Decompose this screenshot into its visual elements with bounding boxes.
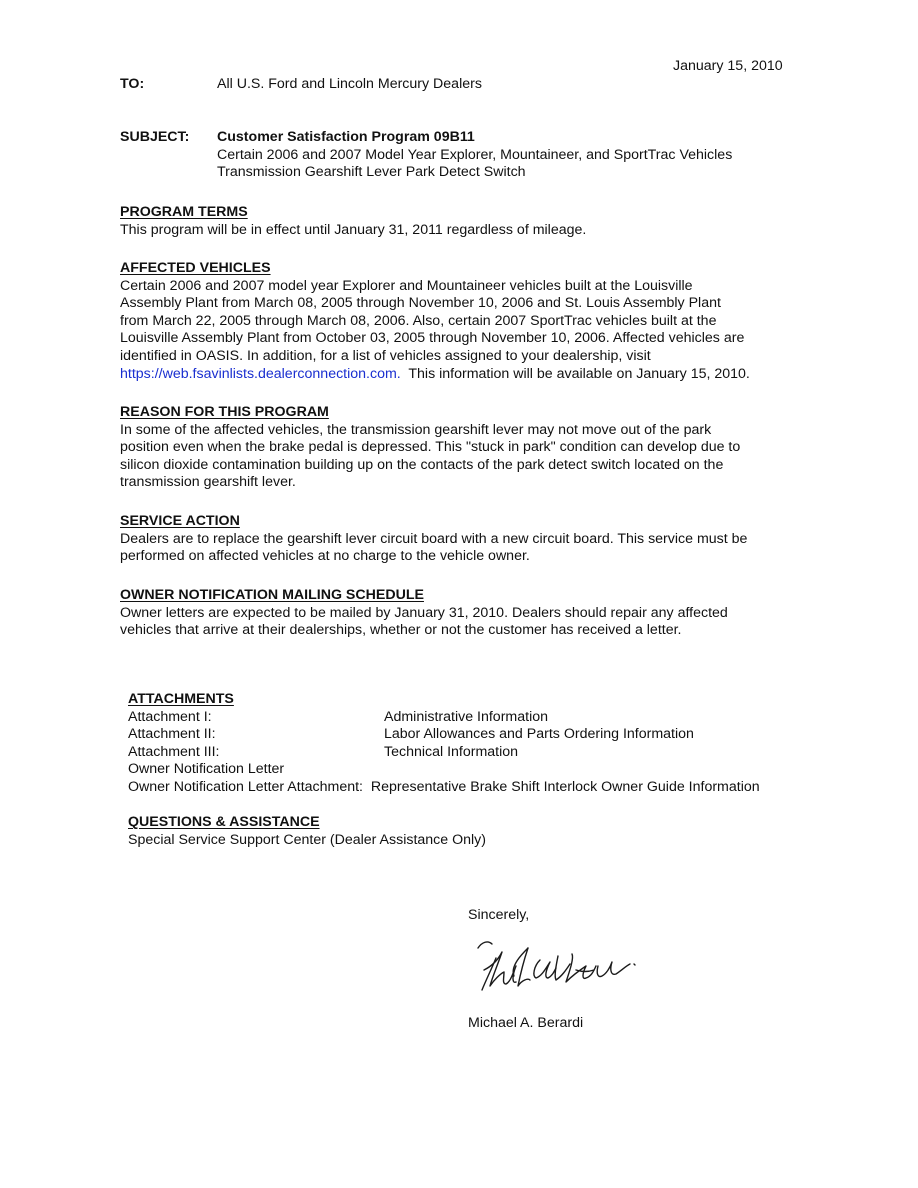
program-terms-section	[120, 204, 800, 239]
owner-letter-line: Owner Notification Letter	[128, 761, 285, 778]
body-line: identified in OASIS. In addition, for a list of vehicles assigned to your dealership, visit	[120, 347, 651, 364]
attachment-row	[128, 709, 868, 727]
body-line: transmission gearshift lever.	[120, 474, 296, 491]
to-recipients: All U.S. Ford and Lincoln Mercury Dealers	[217, 76, 482, 92]
questions-section	[128, 814, 828, 849]
attachment-title: Administrative Information	[384, 708, 549, 725]
section-heading: PROGRAM TERMS	[120, 204, 248, 220]
attachment-title: Labor Allowances and Parts Ordering Information	[384, 726, 694, 743]
section-heading: ATTACHMENTS	[128, 691, 234, 707]
body-line: Dealers are to replace the gearshift lever circuit board with a new circuit board. This service must be	[120, 530, 748, 547]
subject-label: SUBJECT:	[120, 129, 190, 145]
section-heading: REASON FOR THIS PROGRAM	[120, 404, 329, 420]
link-suffix-text: This information will be available on January 15, 2010.	[400, 365, 750, 382]
subject-block	[217, 129, 732, 182]
signer-name: Michael A. Berardi	[468, 1015, 584, 1031]
attachment-label: Attachment I:	[128, 708, 212, 725]
body-line: Louisville Assembly Plant from October 03, 2005 through November 10, 2006. Affected vehicles are	[120, 330, 745, 347]
body-line: performed on affected vehicles at no charge to the vehicle owner.	[120, 548, 530, 565]
body-line	[120, 366, 800, 384]
subject-line: Transmission Gearshift Lever Park Detect Switch	[217, 164, 526, 181]
body-line: vehicles that arrive at their dealerships, whether or not the customer has received a letter.	[120, 622, 682, 639]
body-line: silicon dioxide contamination building up on the contacts of the park detect switch located on the	[120, 456, 724, 473]
body-line: Certain 2006 and 2007 model year Explorer and Mountaineer vehicles built at the Louisville	[120, 277, 693, 294]
section-heading: QUESTIONS & ASSISTANCE	[128, 814, 320, 830]
body-line: This program will be in effect until January 31, 2011 regardless of mileage.	[120, 221, 587, 238]
handwritten-signature-icon	[476, 936, 646, 1000]
vin-list-link[interactable]: https://web.fsavinlists.dealerconnection.com.	[120, 365, 401, 382]
section-heading: AFFECTED VEHICLES	[120, 260, 271, 276]
owner-notification-section	[120, 587, 800, 640]
attachment-label: Attachment II:	[128, 726, 216, 743]
attachment-row	[128, 726, 868, 744]
attachment-label: Attachment III:	[128, 743, 220, 760]
subject-title: Customer Satisfaction Program 09B11	[217, 129, 475, 145]
section-heading: SERVICE ACTION	[120, 513, 240, 529]
attachment-title: Technical Information	[384, 743, 519, 760]
to-label: TO:	[120, 76, 145, 92]
reason-section	[120, 404, 800, 492]
body-line: Owner letters are expected to be mailed by January 31, 2010. Dealers should repair any affected	[120, 604, 728, 621]
body-line: In some of the affected vehicles, the transmission gearshift lever may not move out of the park	[120, 421, 712, 438]
salutation: Sincerely,	[468, 907, 530, 923]
affected-vehicles-section	[120, 260, 800, 383]
subject-line: Certain 2006 and 2007 Model Year Explorer, Mountaineer, and SportTrac Vehicles	[217, 146, 733, 163]
memo-date: January 15, 2010	[673, 58, 783, 74]
body-line: Special Service Support Center (Dealer Assistance Only)	[128, 831, 486, 848]
section-heading: OWNER NOTIFICATION MAILING SCHEDULE	[120, 587, 424, 603]
service-action-section	[120, 513, 800, 566]
attachment-row	[128, 744, 868, 762]
signature-image	[476, 936, 646, 1000]
body-line: Assembly Plant from March 08, 2005 through November 10, 2006 and St. Louis Assembly Plant	[120, 295, 721, 312]
body-line: from March 22, 2005 through March 08, 2006. Also, certain 2007 SportTrac vehicles built at the	[120, 312, 717, 329]
owner-letter-attachment-line: Owner Notification Letter Attachment: Representative Brake Shift Interlock Owner Guide Information	[128, 778, 760, 795]
attachments-section	[128, 691, 868, 797]
body-line: position even when the brake pedal is depressed. This "stuck in park" condition can develop due to	[120, 439, 741, 456]
